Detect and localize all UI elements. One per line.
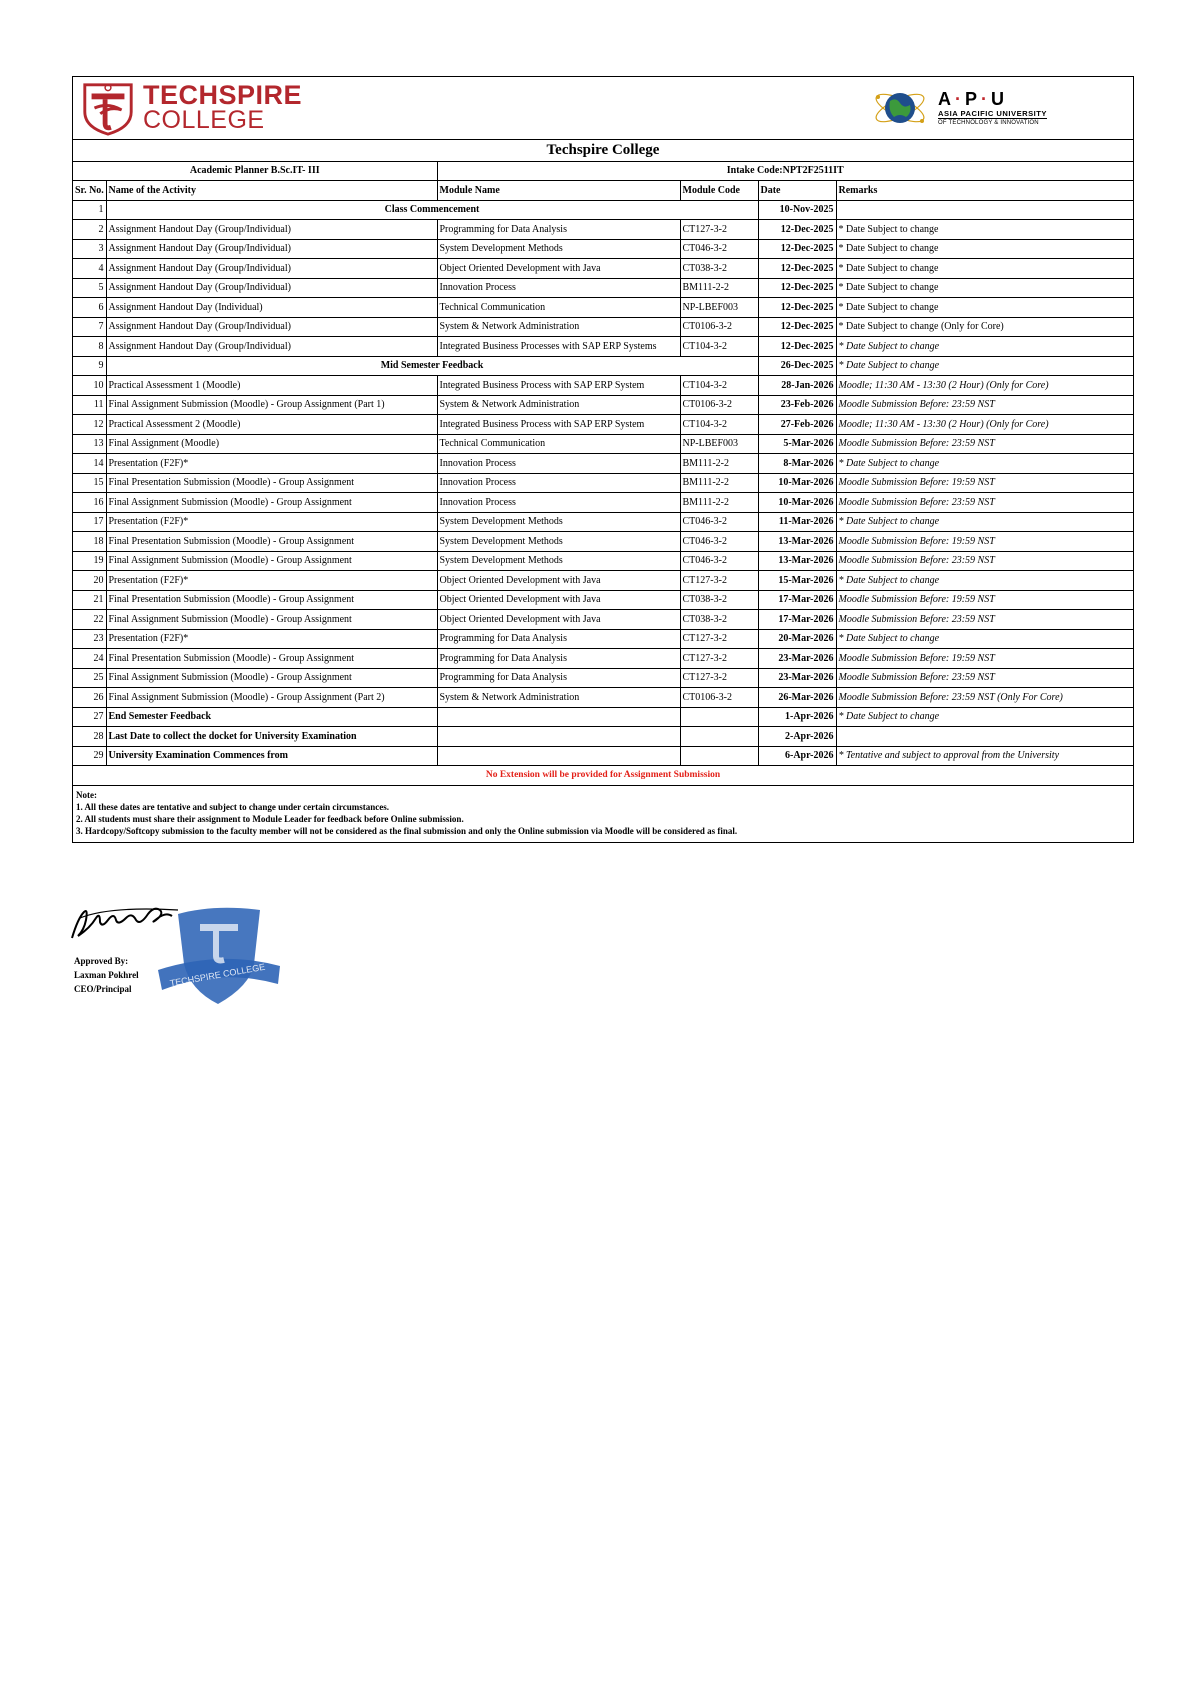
- cell-remarks: * Date Subject to change: [836, 220, 1133, 240]
- table-row: [73, 220, 1133, 240]
- cell-remarks: * Date Subject to change (Only for Core): [836, 317, 1133, 337]
- cell-date: 12-Dec-2025: [758, 298, 836, 318]
- cell-date: 12-Dec-2025: [758, 220, 836, 240]
- cell-date: 12-Dec-2025: [758, 259, 836, 279]
- cell-remarks: Moodle; 11:30 AM - 13:30 (2 Hour) (Only for Core): [836, 376, 1133, 396]
- logo-line-2: COLLEGE: [143, 106, 265, 134]
- cell-module-code: CT127-3-2: [680, 649, 758, 669]
- cell-module-name: Programming for Data Analysis: [437, 668, 680, 688]
- table-row: [73, 551, 1133, 571]
- table-row: [73, 571, 1133, 591]
- cell-remarks: * Tentative and subject to approval from the University: [836, 746, 1133, 766]
- cell-sr-no: 19: [73, 551, 106, 571]
- cell-activity: Practical Assessment 1 (Moodle): [106, 376, 437, 396]
- planner-label: Academic Planner B.Sc.IT- III: [73, 161, 437, 181]
- apu-tagline: OF TECHNOLOGY & INNOVATION: [938, 118, 1047, 127]
- cell-module-name: Object Oriented Development with Java: [437, 571, 680, 591]
- cell-sr-no: 16: [73, 493, 106, 513]
- approval-block: [70, 898, 300, 1008]
- cell-module-name: Innovation Process: [437, 278, 680, 298]
- cell-activity: Final Assignment Submission (Moodle) - Group Assignment: [106, 493, 437, 513]
- cell-module-code: CT046-3-2: [680, 239, 758, 259]
- cell-module-code: CT127-3-2: [680, 668, 758, 688]
- cell-module-name: Innovation Process: [437, 473, 680, 493]
- no-extension-notice: No Extension will be provided for Assignment Submission: [485, 770, 721, 780]
- cell-sr-no: 22: [73, 610, 106, 630]
- cell-module-code: BM111-2-2: [680, 493, 758, 513]
- cell-date: 12-Dec-2025: [758, 337, 836, 357]
- cell-module-name: System Development Methods: [437, 239, 680, 259]
- cell-date: 12-Dec-2025: [758, 317, 836, 337]
- cell-module-code: CT104-3-2: [680, 337, 758, 357]
- cell-date: 26-Dec-2025: [758, 356, 836, 376]
- note-item: 1. All these dates are tentative and subject to change under certain circumstances.: [76, 802, 389, 812]
- cell-module-code: CT038-3-2: [680, 590, 758, 610]
- cell-date: 15-Mar-2026: [758, 571, 836, 591]
- cell-sr-no: 29: [73, 746, 106, 766]
- cell-module-code: [680, 707, 758, 727]
- cell-module-code: CT038-3-2: [680, 259, 758, 279]
- table-row: [73, 434, 1133, 454]
- cell-date: 17-Mar-2026: [758, 610, 836, 630]
- page-title: Techspire College: [73, 140, 1133, 161]
- cell-module-name: Object Oriented Development with Java: [437, 590, 680, 610]
- cell-sr-no: 20: [73, 571, 106, 591]
- cell-activity: Assignment Handout Day (Group/Individual): [106, 337, 437, 357]
- table-row: [73, 493, 1133, 513]
- cell-sr-no: 28: [73, 727, 106, 747]
- cell-module-code: BM111-2-2: [680, 278, 758, 298]
- table-row: [73, 259, 1133, 279]
- cell-activity: Assignment Handout Day (Group/Individual): [106, 317, 437, 337]
- cell-module-name: [437, 707, 680, 727]
- approver-name: Laxman Pokhrel: [74, 970, 139, 980]
- cell-module-name: [437, 746, 680, 766]
- cell-date: 23-Feb-2026: [758, 395, 836, 415]
- table-row: [73, 395, 1133, 415]
- column-header: Module Name: [437, 181, 680, 201]
- planner-table: [73, 140, 1133, 766]
- note-item: 2. All students must share their assignment to Module Leader for feedback before Online submission.: [76, 814, 464, 824]
- apu-name: ASIA PACIFIC UNIVERSITY: [938, 109, 1047, 118]
- cell-remarks: Moodle Submission Before: 23:59 NST: [836, 668, 1133, 688]
- cell-sr-no: 9: [73, 356, 106, 376]
- cell-module-code: BM111-2-2: [680, 473, 758, 493]
- cell-module-code: CT127-3-2: [680, 629, 758, 649]
- note-item: 3. Hardcopy/Softcopy submission to the faculty member will not be considered as the final submission and only the Online submission via Moodle will be considered as final.: [76, 826, 738, 836]
- cell-remarks: Moodle Submission Before: 19:59 NST: [836, 649, 1133, 669]
- cell-remarks: Moodle Submission Before: 23:59 NST: [836, 395, 1133, 415]
- approver-title: CEO/Principal: [74, 984, 132, 994]
- table-row: [73, 629, 1133, 649]
- cell-module-name: Technical Communication: [437, 298, 680, 318]
- cell-sr-no: 2: [73, 220, 106, 240]
- cell-remarks: * Date Subject to change: [836, 454, 1133, 474]
- techspire-logo: [79, 79, 302, 137]
- cell-remarks: * Date Subject to change: [836, 512, 1133, 532]
- cell-activity: University Examination Commences from: [106, 746, 437, 766]
- cell-activity: Mid Semester Feedback: [106, 356, 758, 376]
- cell-remarks: * Date Subject to change: [836, 259, 1133, 279]
- cell-activity: Last Date to collect the docket for University Examination: [106, 727, 437, 747]
- table-row: [73, 454, 1133, 474]
- cell-sr-no: 8: [73, 337, 106, 357]
- cell-module-name: System Development Methods: [437, 532, 680, 552]
- cell-remarks: * Date Subject to change: [836, 571, 1133, 591]
- column-header: Remarks: [836, 181, 1133, 201]
- cell-module-name: System & Network Administration: [437, 688, 680, 708]
- table-header-row: [73, 181, 1133, 201]
- cell-module-name: System & Network Administration: [437, 395, 680, 415]
- apu-letters: A·P·U: [938, 89, 1009, 109]
- cell-date: 10-Mar-2026: [758, 473, 836, 493]
- cell-sr-no: 25: [73, 668, 106, 688]
- cell-sr-no: 3: [73, 239, 106, 259]
- cell-activity: Assignment Handout Day (Group/Individual): [106, 220, 437, 240]
- cell-sr-no: 5: [73, 278, 106, 298]
- cell-module-code: CT046-3-2: [680, 512, 758, 532]
- cell-remarks: Moodle; 11:30 AM - 13:30 (2 Hour) (Only for Core): [836, 415, 1133, 435]
- cell-activity: Final Assignment Submission (Moodle) - Group Assignment: [106, 610, 437, 630]
- table-row: [73, 239, 1133, 259]
- cell-module-name: Technical Communication: [437, 434, 680, 454]
- cell-module-code: NP-LBEF003: [680, 298, 758, 318]
- table-row: [73, 590, 1133, 610]
- cell-date: 13-Mar-2026: [758, 532, 836, 552]
- table-row: [73, 746, 1133, 766]
- column-header: Sr. No.: [73, 181, 106, 201]
- cell-date: 27-Feb-2026: [758, 415, 836, 435]
- cell-date: 1-Apr-2026: [758, 707, 836, 727]
- cell-remarks: * Date Subject to change: [836, 298, 1133, 318]
- cell-activity: Presentation (F2F)*: [106, 512, 437, 532]
- cell-activity: Assignment Handout Day (Group/Individual): [106, 278, 437, 298]
- cell-remarks: * Date Subject to change: [836, 337, 1133, 357]
- table-row: [73, 688, 1133, 708]
- cell-sr-no: 23: [73, 629, 106, 649]
- cell-remarks: * Date Subject to change: [836, 629, 1133, 649]
- cell-date: 8-Mar-2026: [758, 454, 836, 474]
- cell-activity: Final Presentation Submission (Moodle) - Group Assignment: [106, 590, 437, 610]
- cell-remarks: * Date Subject to change: [836, 239, 1133, 259]
- cell-module-name: [437, 727, 680, 747]
- cell-activity: Final Assignment (Moodle): [106, 434, 437, 454]
- table-row: [73, 512, 1133, 532]
- cell-remarks: Moodle Submission Before: 23:59 NST: [836, 434, 1133, 454]
- cell-module-code: NP-LBEF003: [680, 434, 758, 454]
- cell-activity: Assignment Handout Day (Group/Individual): [106, 259, 437, 279]
- cell-sr-no: 27: [73, 707, 106, 727]
- cell-activity: Assignment Handout Day (Individual): [106, 298, 437, 318]
- cell-module-name: Integrated Business Process with SAP ERP System: [437, 376, 680, 396]
- cell-date: 6-Apr-2026: [758, 746, 836, 766]
- notes-heading: Note:: [76, 790, 97, 800]
- cell-date: 10-Nov-2025: [758, 200, 836, 220]
- cell-module-name: Programming for Data Analysis: [437, 649, 680, 669]
- cell-module-name: Programming for Data Analysis: [437, 220, 680, 240]
- cell-date: 20-Mar-2026: [758, 629, 836, 649]
- cell-remarks: * Date Subject to change: [836, 707, 1133, 727]
- table-row: [73, 278, 1133, 298]
- cell-module-name: Integrated Business Processes with SAP ERP Systems: [437, 337, 680, 357]
- table-row: [73, 473, 1133, 493]
- svg-text:TECHSPIRE COLLEGE: TECHSPIRE COLLEGE: [169, 961, 266, 989]
- cell-date: 26-Mar-2026: [758, 688, 836, 708]
- cell-date: 12-Dec-2025: [758, 239, 836, 259]
- cell-remarks: Moodle Submission Before: 23:59 NST: [836, 551, 1133, 571]
- cell-remarks: Moodle Submission Before: 23:59 NST: [836, 610, 1133, 630]
- cell-sr-no: 13: [73, 434, 106, 454]
- apu-logo: [872, 83, 1047, 133]
- cell-module-name: System Development Methods: [437, 512, 680, 532]
- cell-module-name: System & Network Administration: [437, 317, 680, 337]
- logo-line-1: TECHSPIRE: [143, 80, 303, 110]
- cell-module-name: Object Oriented Development with Java: [437, 259, 680, 279]
- cell-date: 12-Dec-2025: [758, 278, 836, 298]
- cell-sr-no: 6: [73, 298, 106, 318]
- techspire-shield-icon: [79, 79, 137, 137]
- column-header: Date: [758, 181, 836, 201]
- cell-activity: Presentation (F2F)*: [106, 454, 437, 474]
- column-header: Module Code: [680, 181, 758, 201]
- table-row: [73, 356, 1133, 376]
- table-row: [73, 532, 1133, 552]
- cell-date: 2-Apr-2026: [758, 727, 836, 747]
- cell-remarks: [836, 727, 1133, 747]
- cell-activity: Presentation (F2F)*: [106, 571, 437, 591]
- cell-activity: Presentation (F2F)*: [106, 629, 437, 649]
- cell-module-code: CT104-3-2: [680, 376, 758, 396]
- cell-module-code: CT104-3-2: [680, 415, 758, 435]
- cell-sr-no: 17: [73, 512, 106, 532]
- table-row: [73, 649, 1133, 669]
- table-row: [73, 727, 1133, 747]
- table-row: [73, 415, 1133, 435]
- cell-activity: End Semester Feedback: [106, 707, 437, 727]
- cell-module-name: Object Oriented Development with Java: [437, 610, 680, 630]
- cell-module-name: Integrated Business Process with SAP ERP System: [437, 415, 680, 435]
- academic-planner-sheet: [72, 76, 1134, 843]
- table-row: [73, 200, 1133, 220]
- cell-date: 17-Mar-2026: [758, 590, 836, 610]
- cell-module-code: [680, 746, 758, 766]
- intake-code: Intake Code:NPT2F2511IT: [437, 161, 1133, 181]
- cell-remarks: Moodle Submission Before: 19:59 NST: [836, 532, 1133, 552]
- cell-sr-no: 18: [73, 532, 106, 552]
- cell-module-code: CT0106-3-2: [680, 317, 758, 337]
- cell-activity: Final Assignment Submission (Moodle) - Group Assignment: [106, 668, 437, 688]
- cell-date: 13-Mar-2026: [758, 551, 836, 571]
- approved-by-label: Approved By:: [74, 956, 129, 966]
- cell-remarks: * Date Subject to change: [836, 356, 1133, 376]
- table-row: [73, 610, 1133, 630]
- cell-module-code: CT127-3-2: [680, 220, 758, 240]
- cell-date: 10-Mar-2026: [758, 493, 836, 513]
- cell-module-name: Innovation Process: [437, 454, 680, 474]
- cell-module-code: CT127-3-2: [680, 571, 758, 591]
- cell-date: 28-Jan-2026: [758, 376, 836, 396]
- cell-date: 23-Mar-2026: [758, 668, 836, 688]
- cell-activity: Final Presentation Submission (Moodle) - Group Assignment: [106, 649, 437, 669]
- notes-section: [73, 785, 1133, 842]
- cell-date: 11-Mar-2026: [758, 512, 836, 532]
- cell-sr-no: 10: [73, 376, 106, 396]
- cell-activity: Final Assignment Submission (Moodle) - Group Assignment: [106, 551, 437, 571]
- cell-date: 5-Mar-2026: [758, 434, 836, 454]
- cell-remarks: Moodle Submission Before: 19:59 NST: [836, 473, 1133, 493]
- cell-module-name: Programming for Data Analysis: [437, 629, 680, 649]
- college-stamp-image: [154, 900, 284, 1012]
- cell-remarks: Moodle Submission Before: 23:59 NST: [836, 493, 1133, 513]
- column-header: Name of the Activity: [106, 181, 437, 201]
- table-row: [73, 298, 1133, 318]
- cell-module-code: CT038-3-2: [680, 610, 758, 630]
- cell-sr-no: 14: [73, 454, 106, 474]
- globe-icon: [872, 83, 928, 133]
- cell-sr-no: 15: [73, 473, 106, 493]
- cell-date: 23-Mar-2026: [758, 649, 836, 669]
- cell-sr-no: 4: [73, 259, 106, 279]
- cell-activity: Practical Assessment 2 (Moodle): [106, 415, 437, 435]
- table-row: [73, 317, 1133, 337]
- cell-module-code: [680, 727, 758, 747]
- cell-module-name: Innovation Process: [437, 493, 680, 513]
- table-row: [73, 337, 1133, 357]
- cell-activity: Final Assignment Submission (Moodle) - Group Assignment (Part 2): [106, 688, 437, 708]
- cell-sr-no: 21: [73, 590, 106, 610]
- cell-activity: Assignment Handout Day (Group/Individual): [106, 239, 437, 259]
- table-row: [73, 707, 1133, 727]
- cell-sr-no: 7: [73, 317, 106, 337]
- cell-activity: Final Presentation Submission (Moodle) - Group Assignment: [106, 473, 437, 493]
- cell-module-code: CT0106-3-2: [680, 395, 758, 415]
- cell-module-code: CT046-3-2: [680, 551, 758, 571]
- cell-sr-no: 12: [73, 415, 106, 435]
- cell-module-code: CT046-3-2: [680, 532, 758, 552]
- table-row: [73, 376, 1133, 396]
- cell-sr-no: 26: [73, 688, 106, 708]
- cell-activity: Final Presentation Submission (Moodle) - Group Assignment: [106, 532, 437, 552]
- cell-remarks: Moodle Submission Before: 19:59 NST: [836, 590, 1133, 610]
- logo-header: [73, 77, 1133, 140]
- cell-module-code: BM111-2-2: [680, 454, 758, 474]
- cell-sr-no: 11: [73, 395, 106, 415]
- cell-module-name: System Development Methods: [437, 551, 680, 571]
- cell-activity: Class Commencement: [106, 200, 758, 220]
- cell-remarks: [836, 200, 1133, 220]
- cell-module-code: CT0106-3-2: [680, 688, 758, 708]
- cell-sr-no: 24: [73, 649, 106, 669]
- table-row: [73, 668, 1133, 688]
- cell-activity: Final Assignment Submission (Moodle) - Group Assignment (Part 1): [106, 395, 437, 415]
- cell-remarks: Moodle Submission Before: 23:59 NST (Only For Core): [836, 688, 1133, 708]
- cell-sr-no: 1: [73, 200, 106, 220]
- cell-remarks: * Date Subject to change: [836, 278, 1133, 298]
